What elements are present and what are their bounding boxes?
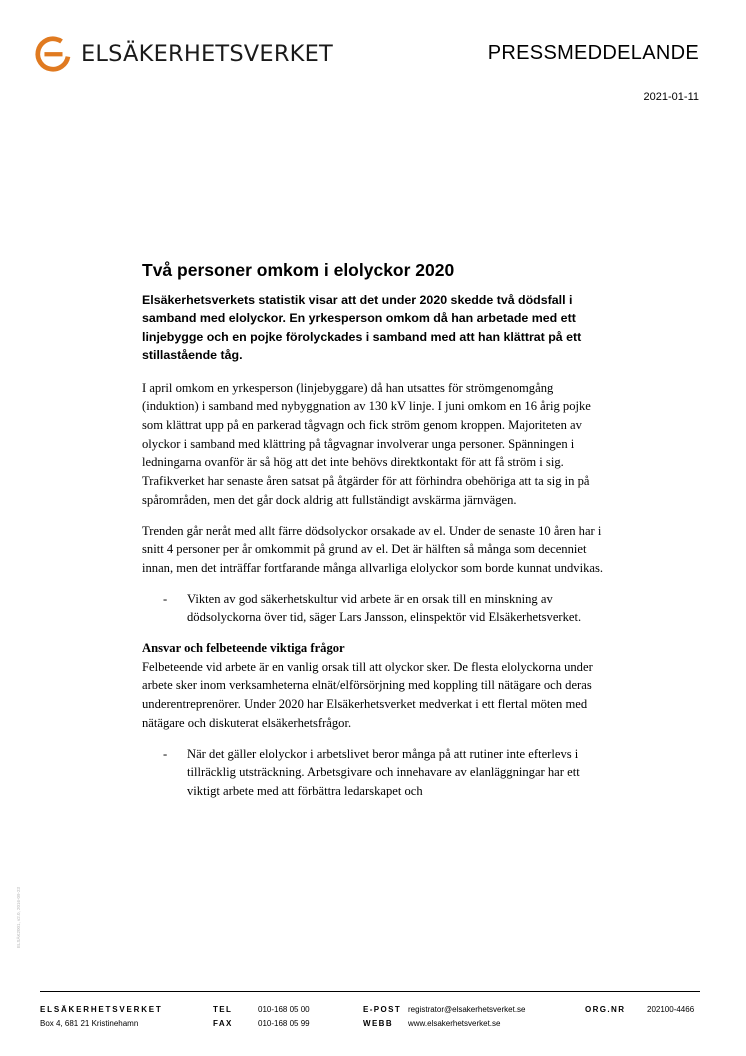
quote-1-text: Vikten av god säkerhetskultur vid arbete är en orsak till en minskning av dödsolyckorna över tid, säger Lars Jansson, elinspektör vid Elsäkerhetsverket. xyxy=(187,591,582,625)
footer-tel[interactable]: 010-168 05 00 xyxy=(258,1005,310,1014)
footer-company-block xyxy=(40,1003,163,1030)
article-lead: Elsäkerhetsverkets statistik visar att det under 2020 skedde två dödsfall i samband med elolyckor. En yrkesperson omkom då han arbetade med ett linjebygge och en pojke förolyckades i samband med att han klättrat på ett stillastående tåg. xyxy=(142,293,582,363)
footer-orgnr-block xyxy=(647,1003,694,1017)
document-version-mark: ELSÄK2001, v2.0, 2016-09-23 xyxy=(16,886,21,948)
paragraph-1: I april omkom en yrkesperson (linjebyggare) då han utsattes för strömgenomgång (induktion) i samband med nybyggnation av 130 kV linje. I juni omkom en 16 årig pojke som klättrat upp på en parkerad tågvagn och fick ström genom kroppen. Majoriteten av olyckor i samband med klättring på tågvagnar involverar unga personer. Spänningen i ledningarna ovanför är så hög att det inte behövs direktkontakt för att få ström i sig. Trafikverket har senaste åren satsat på åtgärder för att förhindra obehöriga att ta sig in på spårområden, men det går dock aldrig att fullständigt avskärma järnvägen. xyxy=(142,380,591,507)
quote-dash: - xyxy=(163,591,168,606)
footer-fax-label: FAX xyxy=(213,1018,233,1028)
section-heading: Ansvar och felbeteende viktiga frågor xyxy=(142,641,345,656)
quote-2 xyxy=(142,745,612,801)
footer-divider xyxy=(40,991,700,992)
brand-name: ELSÄKERHETSVERKET xyxy=(81,41,333,67)
footer-tel-label: TEL xyxy=(213,1005,233,1014)
elsakerhetsverket-logo-icon xyxy=(34,35,72,73)
quote-2-text: När det gäller elolyckor i arbetslivet beror många på att rutiner inte efterlevs i tillräcklig utsträckning. Arbetsgivare och innehavare av elanläggningar har ett viktigt arbete med att förbättra ledarskapet och xyxy=(187,746,580,798)
brand-logo xyxy=(34,35,333,73)
footer-web-label: WEBB xyxy=(363,1018,394,1028)
paragraph-2: Trenden går neråt med allt färre dödsolyckor orsakade av el. Under de senaste 10 åren har i snitt 4 personer per år omkommit på grund av el. Det är hälften så många som decenniet innan, men det inträffar fortfarande många allvarliga elolyckor som borde kunnat undvikas. xyxy=(142,523,604,575)
document-date: 2021-01-11 xyxy=(643,91,699,103)
footer-fax: 010-168 05 99 xyxy=(258,1018,310,1028)
article-title: Två personer omkom i elolyckor 2020 xyxy=(142,260,455,280)
footer-orgnr-label: ORG.NR xyxy=(585,1005,626,1014)
footer-phone-values xyxy=(258,1003,310,1030)
footer-orgnr-label-block xyxy=(585,1003,625,1017)
footer-phone-labels xyxy=(213,1003,233,1030)
footer-address: Box 4, 681 21 Kristinehamn xyxy=(40,1018,139,1028)
footer-email-label: E-POST xyxy=(363,1005,402,1014)
footer-web-link[interactable]: www.elsakerhetsverket.se xyxy=(408,1018,501,1028)
document-type: PRESSMEDDELANDE xyxy=(487,42,699,64)
footer-orgnr: 202100-4466 xyxy=(647,1005,695,1014)
footer-company-name: ELSÄKERHETSVERKET xyxy=(40,1005,163,1014)
footer-contact-values xyxy=(408,1003,526,1030)
quote-1 xyxy=(142,590,612,627)
article-body xyxy=(142,258,612,813)
quote-dash: - xyxy=(163,746,168,761)
paragraph-3: Felbeteende vid arbete är en vanlig orsak till att olyckor sker. De flesta elolyckorna under arbete sker inom verksamheterna elnät/elförsörjning med koppling till nätägare och deras underentreprenörer. Under 2020 har Elsäkerhetsverket medverkat i ett flertal möten med nätägare och diskuterat elsäkerhetsfrågor. xyxy=(142,659,593,730)
footer-contact-labels xyxy=(363,1003,401,1030)
footer-email-link[interactable]: registrator@elsakerhetsverket.se xyxy=(408,1005,526,1014)
